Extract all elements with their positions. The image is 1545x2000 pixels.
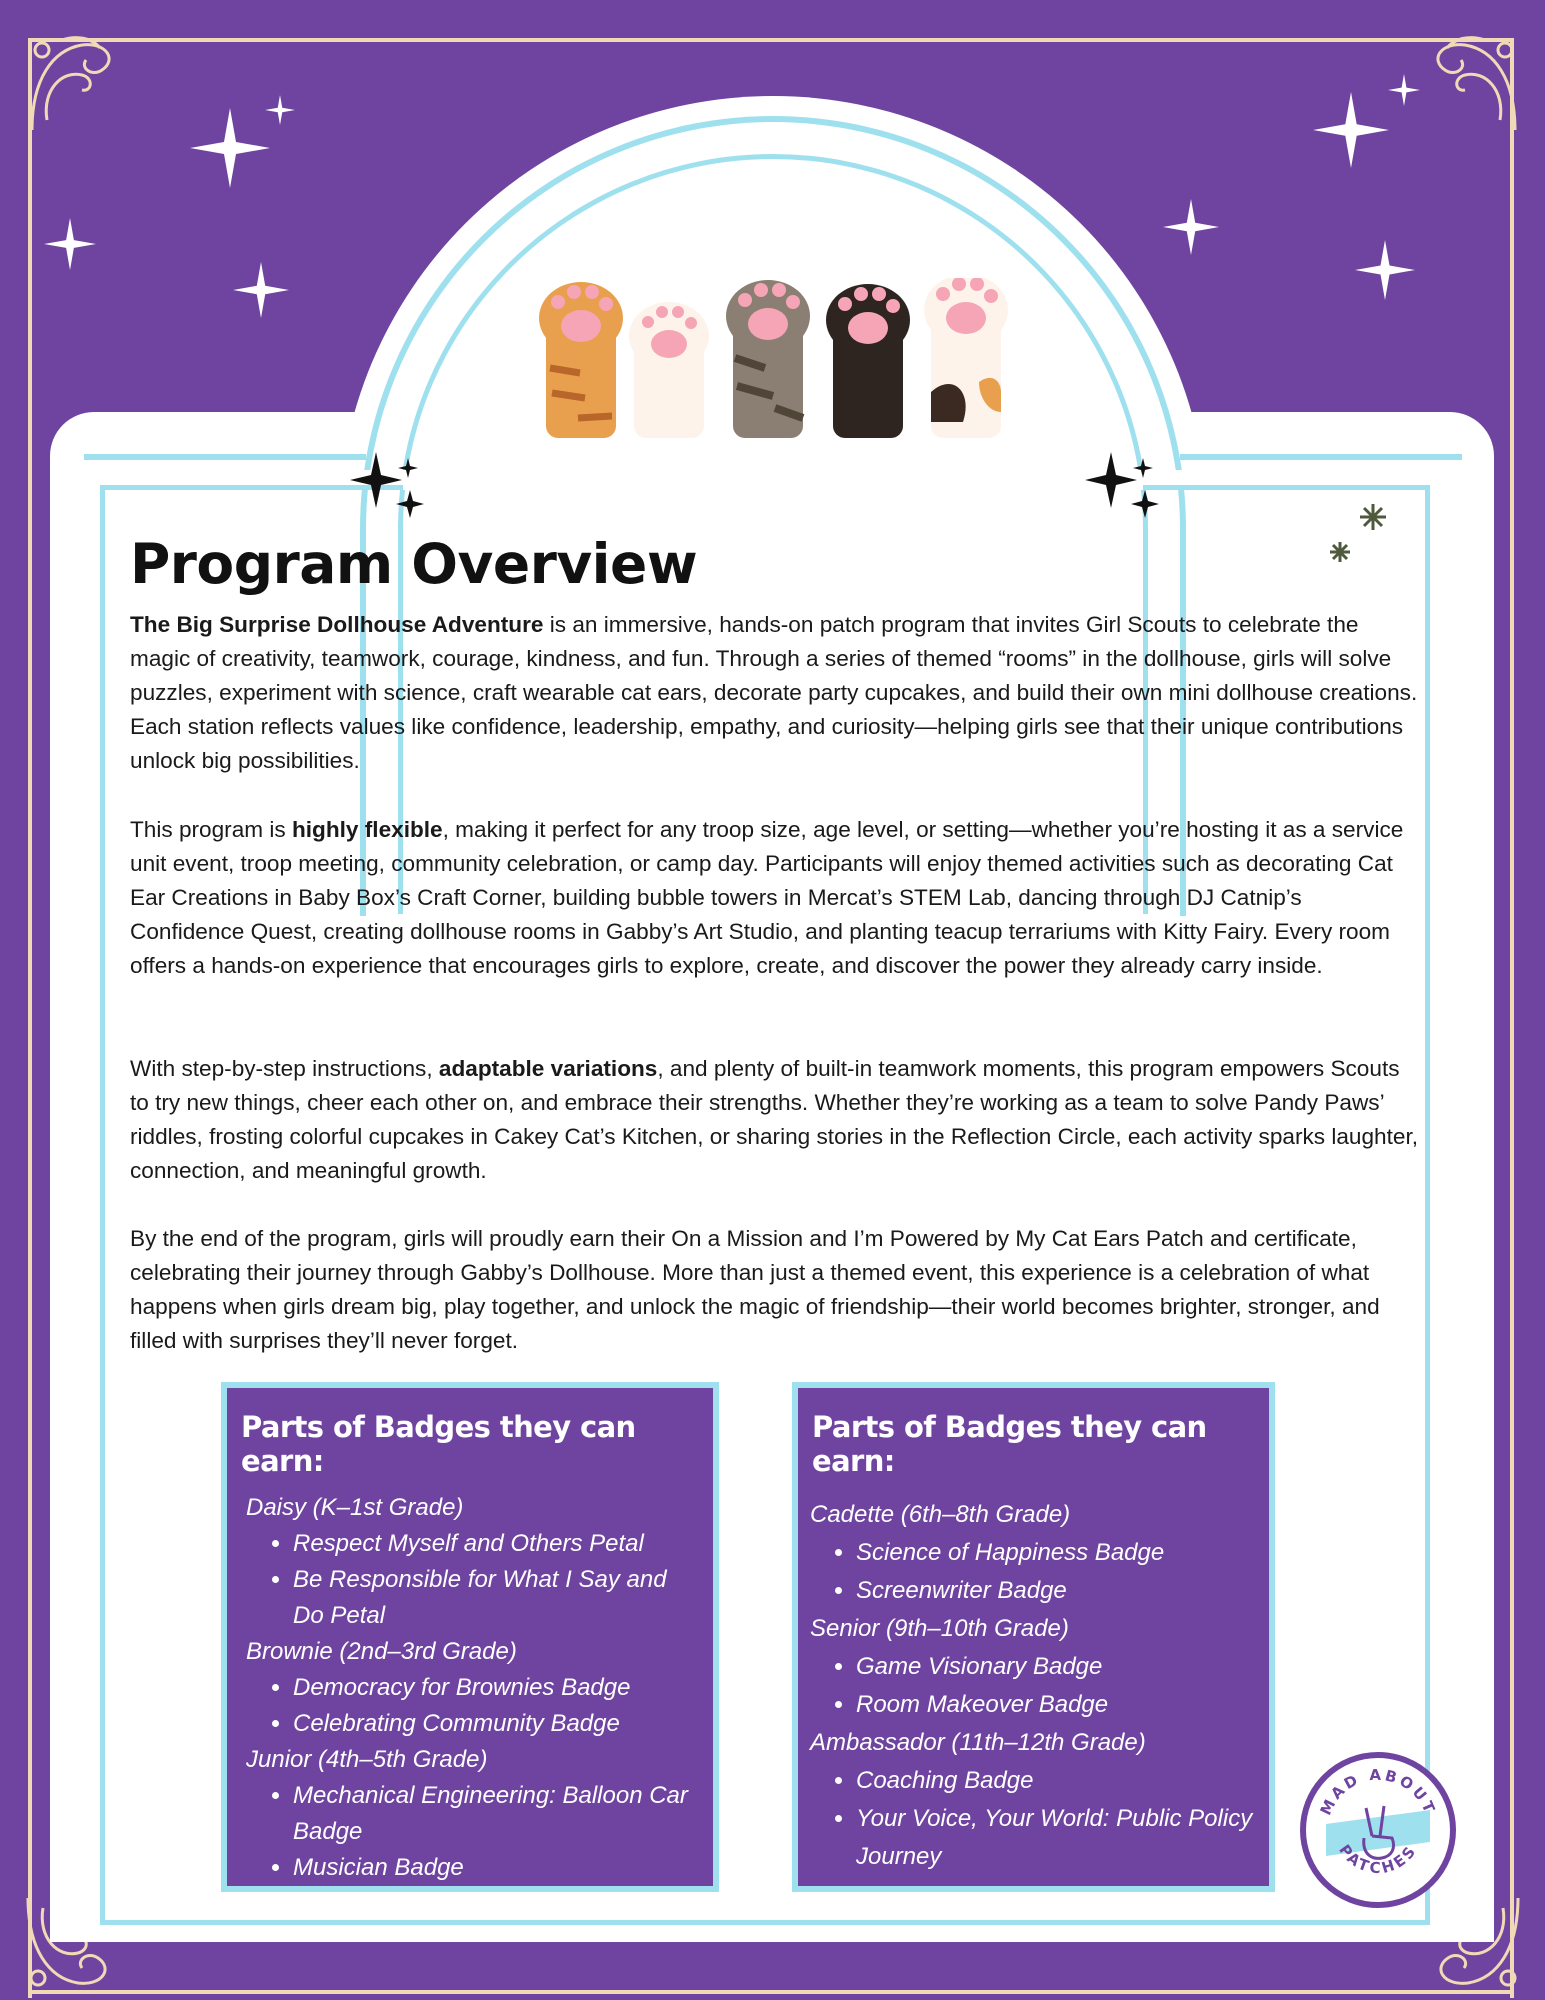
sparkle-icon [1355,240,1415,300]
divider-right [1180,454,1462,460]
badge-list [810,1534,1269,1610]
badges-heading: Parts of Badges they can earn: [241,1410,636,1478]
badge-level: Brownie (2nd–3rd Grade) [246,1638,517,1665]
sparkle-icon [44,218,96,270]
flourish-icon [22,30,132,140]
svg-text:MAD ABOUT [1317,1766,1440,1818]
arch-gap [360,470,1186,490]
badge-level: Junior (4th–5th Grade) [246,1746,488,1773]
paragraph-text: This program is [130,817,292,842]
badge-item: • Democracy for Brownies Badge [293,1670,713,1706]
badge-item: • Respect Myself and Others Petal [293,1526,713,1562]
paragraph-flexible [130,813,1420,983]
emphasis-text: highly flexible [291,817,443,842]
badge-item: • Game Visionary Badge [856,1648,1269,1686]
badge-item: • Coaching Badge [856,1762,1269,1800]
sparkle-icon [1325,500,1395,570]
paragraph-intro [130,608,1420,778]
sparkle-icon [1163,199,1219,255]
program-name: The Big Surprise Dollhouse Adventure [130,612,544,637]
sparkle-icon [1313,92,1389,168]
sparkle-icon [1388,74,1420,106]
gold-frame-bottom [28,1990,1514,1994]
divider-left [84,454,366,460]
badge-item: • Your Voice, Your World: Public Policy Journey [856,1800,1256,1876]
mad-about-patches-logo [1300,1752,1456,1908]
badge-item: • Celebrating Community Badge [293,1706,713,1742]
badge-level: Senior (9th–10th Grade) [810,1615,1069,1642]
paragraph-instructions [130,1052,1420,1188]
badge-item: • Mechanical Engineering: Balloon Car Badge [293,1778,693,1850]
badge-item: • Science of Happiness Badge [856,1534,1269,1572]
flourish-icon [1415,30,1525,140]
badge-list [246,1778,713,1886]
sparkle-icon [233,262,289,318]
badge-item: • Musician Badge [293,1850,713,1886]
paragraph-conclusion: By the end of the program, girls will proudly earn their On a Mission and I’m Powered by My Cat Ears Patch and certificate, celebrating their journey through Gabby’s Dollhouse. More than just a themed event, this experience is a celebration of what happens when girls dream big, play together, and unlock the magic of friendship—their world becomes brighter, stronger, and filled with surprises they’ll never forget. [130,1226,1380,1353]
badge-level: Cadette (6th–8th Grade) [810,1501,1071,1528]
badges-heading: Parts of Badges they can earn: [812,1410,1207,1478]
logo-top-text: MAD ABOUT [1316,1765,1440,1818]
emphasis-text: adaptable variations [438,1056,658,1081]
badge-item: • Room Makeover Badge [856,1686,1269,1724]
paragraph-text: , making it perfect for any troop size, age level, or setting—whether you’re hosting it as a service unit event, troop meeting, community celebration, or camp day. Participants will enjoy themed activities such as decorating Cat Ear Creations in Baby Box’s Craft Corner, building bubble towers in Mercat’s STEM Lab, dancing through DJ Catnip’s Confidence Quest, creating dollhouse rooms in Gabby’s Art Studio, and planting teacup terrariums with Kitty Fairy. Every room offers a hands-on experience that encourages girls to explore, create, and discover the power they already carry inside. [130,817,1404,978]
sparkle-icon [190,108,270,188]
page-title: Program Overview [130,532,698,596]
sparkle-icon [350,448,430,520]
badge-level: Ambassador (11th–12th Grade) [810,1729,1146,1756]
sparkle-icon [265,95,295,125]
badge-list [810,1648,1269,1724]
paragraph-text: , and plenty of built-in teamwork moments, this program empowers Scouts to try new things, cheer each other on, and embrace their strengths. Whether they’re working as a team to solve Pandy Paws’ riddles, frosting colorful cupcakes in Cakey Cat’s Kitchen, or sharing stories in the Reflection Circle, each activity sparks laughter, connection, and meaningful growth. [130,1056,1419,1183]
paw-icon [530,278,1010,438]
badge-item: • Be Responsible for What I Say and Do Petal [293,1562,673,1634]
badges-box-right [792,1382,1275,1892]
badge-list [810,1762,1269,1876]
logo-bottom-text: PATCHES [1335,1841,1421,1878]
badge-list [246,1526,713,1634]
arch-base-right [1143,485,1430,490]
badge-level: Daisy (K–1st Grade) [246,1494,464,1521]
paragraph-text: With step-by-step instructions, [130,1056,439,1081]
sparkle-icon [1085,448,1165,520]
badge-item: • Screenwriter Badge [856,1572,1269,1610]
badge-list [246,1670,713,1742]
badges-box-left [221,1382,719,1892]
paragraph-text: is an immersive, hands-on patch program that invites Girl Scouts to celebrate the magic of creativity, teamwork, courage, kindness, and fun. Through a series of themed “rooms” in the dollhouse, girls will solve puzzles, experiment with science, craft wearable cat ears, decorate party cupcakes, and build their own mini dollhouse creations. Each station reflects values like confidence, leadership, empathy, and curiosity—helping girls see that their unique contributions unlock big possibilities. [130,612,1418,773]
